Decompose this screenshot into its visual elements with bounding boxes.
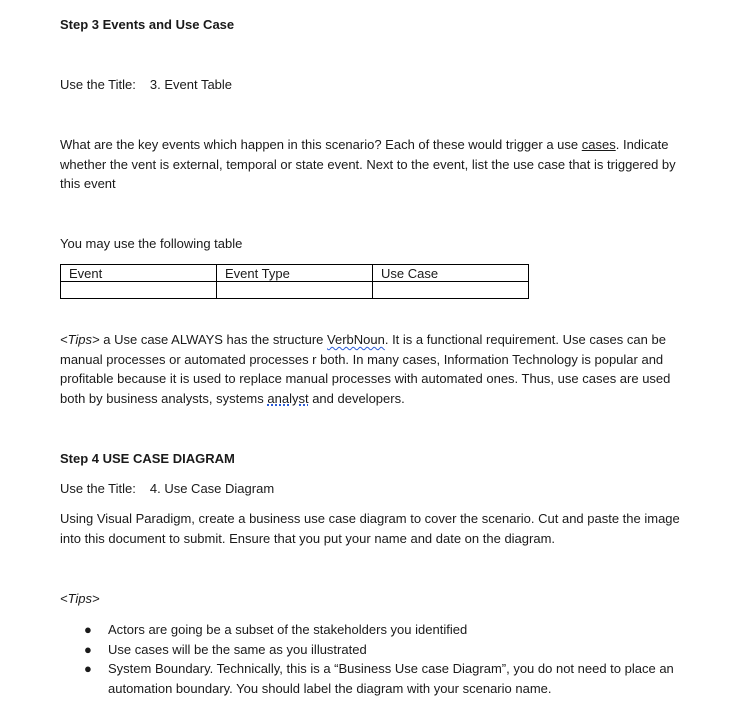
bullet-icon: ● xyxy=(84,641,92,657)
tip-text-part1: a Use case ALWAYS has the structure xyxy=(99,332,328,347)
event-type-column-header: Event Type xyxy=(217,265,373,282)
list-item xyxy=(60,659,690,698)
step3-tips xyxy=(60,330,688,408)
step3-question-link: cases xyxy=(581,137,616,152)
table-cell[interactable] xyxy=(61,282,217,299)
tip-verbnoun-spellcheck: VerbNoun xyxy=(327,332,385,347)
table-cell[interactable] xyxy=(373,282,529,299)
list-item xyxy=(60,620,690,640)
step4-title-line xyxy=(60,479,274,498)
table-intro: You may use the following table xyxy=(60,236,243,251)
step3-title-label: Use the Title: xyxy=(60,77,136,92)
step3-question xyxy=(60,135,688,194)
event-table-header-row xyxy=(61,265,529,282)
step3-question-period: . xyxy=(615,137,620,152)
step4-instructions: Using Visual Paradigm, create a business use case diagram to cover the scenario. Cut and paste the image into this document to submit. Ensure that you put your name and date on the diagram. xyxy=(60,511,680,546)
step3-heading: Step 3 Events and Use Case xyxy=(60,17,235,32)
step4-heading: Step 4 USE CASE DIAGRAM xyxy=(60,451,235,466)
tips-tag: <Tips> xyxy=(60,591,100,606)
use-case-column-header: Use Case xyxy=(373,265,529,282)
bullet-text: System Boundary. Technically, this is a “Business Use case Diagram”, you do not need to place an automation boundary. You should label the diagram with your scenario name. xyxy=(108,661,674,696)
step3-question-start: What are the key events which happen in this scenario? Each of these would trigger a use xyxy=(60,137,582,152)
event-table xyxy=(60,264,529,299)
table-cell[interactable] xyxy=(217,282,373,299)
step3-question-rest: Indicate whether the vent is external, temporal or state event. Next to the event, list the use case that is triggered by this event xyxy=(60,137,676,191)
bullet-icon: ● xyxy=(84,661,92,676)
bullet-text: Use cases will be the same as you illustrated xyxy=(108,641,367,657)
step4-title-label: Use the Title: xyxy=(60,481,136,496)
table-row xyxy=(61,282,529,299)
tip-analyst-grammar: analyst xyxy=(267,390,309,406)
bullet-icon: ● xyxy=(84,622,92,637)
step4-title-value: 4. Use Case Diagram xyxy=(149,481,275,496)
tip-text-part2: . It is a functional requirement. Use cases can be manual processes or automated processes r both. In many cases, Information Technology is popular and profitable because it is used to replace manual processes with automated ones. Thus, use cases are used both by business analysts, systems xyxy=(60,332,671,406)
tips-bullet-list xyxy=(60,620,690,698)
step3-title-line xyxy=(60,75,232,94)
tip-text-part3: and developers. xyxy=(308,390,405,406)
step3-title-value: 3. Event Table xyxy=(149,77,233,92)
bullet-text: Actors are going be a subset of the stakeholders you identified xyxy=(108,622,468,637)
event-column-header: Event xyxy=(61,265,217,282)
step4-tips-label xyxy=(60,589,100,608)
tips-tag: <Tips> xyxy=(60,332,100,347)
list-item xyxy=(60,640,690,660)
